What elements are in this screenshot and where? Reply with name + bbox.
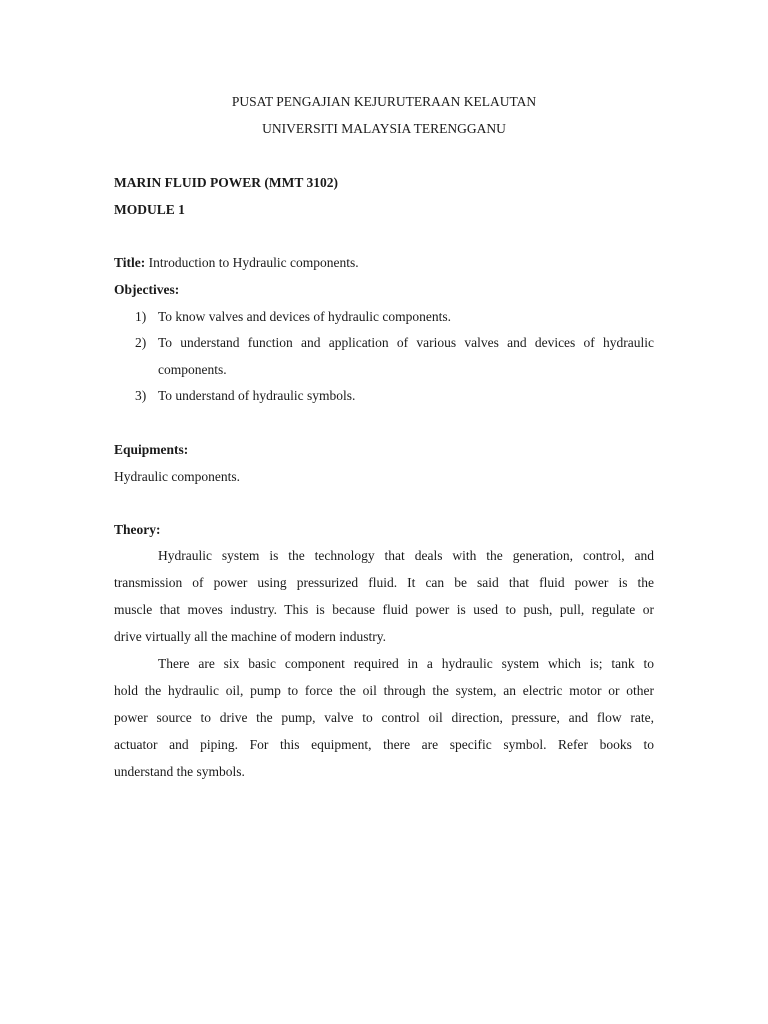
- objective-text: To understand of hydraulic symbols.: [158, 388, 356, 403]
- theory-paragraph-line: understand the symbols.: [114, 764, 245, 779]
- objectives-heading: Objectives:: [114, 282, 180, 297]
- equipments-text: Hydraulic components.: [114, 469, 240, 484]
- objective-text: To know valves and devices of hydraulic components.: [158, 309, 451, 324]
- theory-paragraph-line: hold the hydraulic oil, pump to force the oil through the system, an electric motor or other: [114, 683, 654, 698]
- title-label: Title:: [114, 255, 146, 270]
- university-heading: UNIVERSITI MALAYSIA TERENGGANU: [262, 121, 506, 136]
- objective-number: 1): [135, 309, 147, 324]
- objective-text-continued: components.: [158, 362, 227, 377]
- theory-paragraph-line: transmission of power using pressurized fluid. It can be said that fluid power is the: [114, 575, 654, 590]
- title-text: Introduction to Hydraulic components.: [148, 255, 359, 270]
- objective-text: To understand function and application of various valves and devices of hydraulic: [158, 335, 654, 350]
- equipments-heading: Equipments:: [114, 442, 189, 457]
- title-line: [114, 254, 359, 272]
- theory-paragraph-line: power source to drive the pump, valve to control oil direction, pressure, and flow rate,: [114, 710, 654, 725]
- theory-paragraph-line: muscle that moves industry. This is because fluid power is used to push, pull, regulate or: [114, 602, 654, 617]
- course-name: MARIN FLUID POWER (MMT 3102): [114, 175, 338, 190]
- theory-paragraph-line: drive virtually all the machine of modern industry.: [114, 629, 387, 644]
- theory-paragraph-line: actuator and piping. For this equipment, there are specific symbol. Refer books to: [114, 737, 654, 752]
- module-label: MODULE 1: [114, 202, 185, 217]
- institution-heading: PUSAT PENGAJIAN KEJURUTERAAN KELAUTAN: [231, 94, 537, 109]
- theory-paragraph-line: Hydraulic system is the technology that deals with the generation, control, and: [158, 548, 654, 563]
- objective-number: 3): [135, 388, 147, 403]
- theory-heading: Theory:: [114, 522, 161, 537]
- theory-paragraph-line: There are six basic component required in a hydraulic system which is; tank to: [158, 656, 654, 671]
- objective-number: 2): [135, 335, 147, 350]
